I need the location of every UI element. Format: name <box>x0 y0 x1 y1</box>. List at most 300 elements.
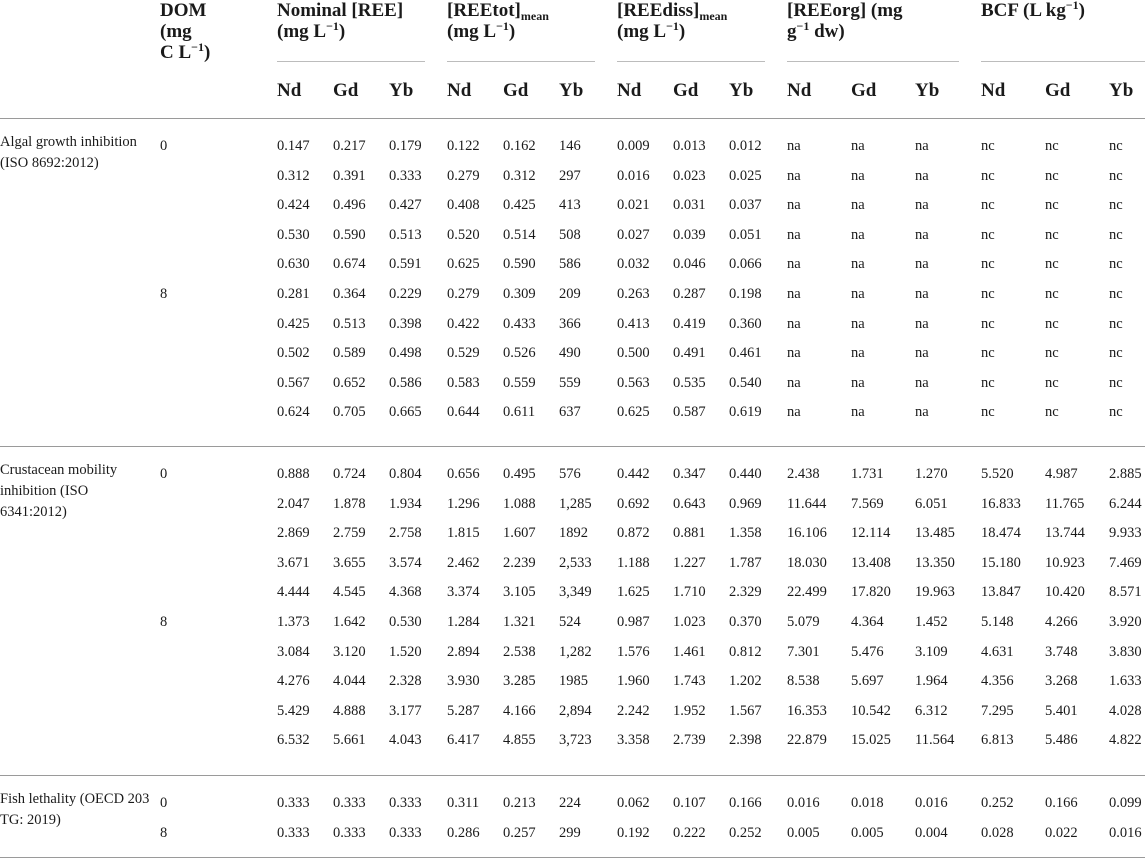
table-cell: 2,894 <box>559 702 592 719</box>
table-cell: na <box>915 167 929 184</box>
table-cell: 2.329 <box>729 584 762 601</box>
nominal-ree-underline <box>277 61 425 62</box>
table-cell: 0.526 <box>503 345 536 362</box>
table-cell: 12.114 <box>851 525 891 542</box>
table-cell: 15.025 <box>851 732 891 749</box>
table-cell: 1,285 <box>559 495 592 512</box>
table-cell: 0.540 <box>729 374 762 391</box>
table-cell: 13.744 <box>1045 525 1085 542</box>
table-cell: na <box>851 286 865 302</box>
table-cell: 0.025 <box>729 167 762 184</box>
table-cell: na <box>851 256 865 273</box>
table-cell: 0.062 <box>617 795 650 811</box>
table-cell: 0.495 <box>503 466 536 482</box>
table-cell: 2.739 <box>673 732 706 749</box>
element-header-gd: Gd <box>673 80 699 101</box>
table-cell: 1.373 <box>277 614 310 630</box>
dom-header-line2: (mg <box>160 21 192 42</box>
dom-value: 0 <box>160 795 168 811</box>
dom-value: 0 <box>160 138 168 154</box>
table-cell: nc <box>1045 374 1059 391</box>
table-cell: 0.625 <box>617 404 650 421</box>
table-cell: na <box>851 138 865 154</box>
dom-value: 0 <box>160 466 168 482</box>
table-cell: na <box>915 256 929 273</box>
table-cell: 3.671 <box>277 554 310 571</box>
section-label: Crustacean mobility inhibition (ISO 6341:2012) <box>0 462 118 520</box>
table-cell: na <box>851 404 865 421</box>
table-cell: na <box>787 138 801 154</box>
table-cell: 3.574 <box>389 554 422 571</box>
element-header-yb: Yb <box>389 80 414 101</box>
table-cell: 10.542 <box>851 702 891 719</box>
table-cell: 0.009 <box>617 138 650 154</box>
table-cell: na <box>851 374 865 391</box>
table-cell: 0.652 <box>333 374 366 391</box>
table-cell: 4.356 <box>981 673 1014 690</box>
reeorg-header: [REEorg] (mg $g^{-1}$ dw) <box>787 0 903 42</box>
table-cell: 0.419 <box>673 315 706 332</box>
table-cell: 1.878 <box>333 495 366 512</box>
table-cell: 1.296 <box>447 495 480 512</box>
table-cell: 0.166 <box>729 795 762 811</box>
table-cell: nc <box>981 256 995 273</box>
table-cell: 0.812 <box>729 643 762 660</box>
table-cell: 0.643 <box>673 495 706 512</box>
table-cell: 1.567 <box>729 702 762 719</box>
table-cell: 0.252 <box>981 795 1014 811</box>
table-cell: 2.047 <box>277 495 310 512</box>
table-cell: 1.452 <box>915 614 948 630</box>
table-cell: 7.295 <box>981 702 1014 719</box>
table-cell: 0.391 <box>333 167 366 184</box>
element-header-gd: Gd <box>851 80 877 101</box>
table-cell: 3.268 <box>1045 673 1078 690</box>
table-cell: 0.498 <box>389 345 422 362</box>
element-header-gd: Gd <box>1045 80 1071 101</box>
table-cell: na <box>787 404 801 421</box>
table-cell: 0.162 <box>503 138 536 154</box>
table-cell: 1.625 <box>617 584 650 601</box>
table-cell: 10.923 <box>1045 554 1085 571</box>
element-header-yb: Yb <box>1109 80 1134 101</box>
table-cell: 0.252 <box>729 824 762 841</box>
table-cell: na <box>851 197 865 214</box>
dom-value: 8 <box>160 824 168 841</box>
table-cell: 490 <box>559 345 581 362</box>
table-cell: 0.804 <box>389 466 422 482</box>
table-cell: 1.461 <box>673 643 706 660</box>
reediss-underline <box>617 61 765 62</box>
table-cell: 0.513 <box>333 315 366 332</box>
table-cell: na <box>851 167 865 184</box>
table-cell: na <box>787 256 801 273</box>
table-cell: 0.028 <box>981 824 1014 841</box>
section-rule-1 <box>0 446 1145 447</box>
table-cell: 0.424 <box>277 197 310 214</box>
bottom-rule <box>0 857 1145 858</box>
table-cell: nc <box>981 345 995 362</box>
table-cell: nc <box>1045 345 1059 362</box>
table-cell: 10.420 <box>1045 584 1085 601</box>
table-cell: 2.438 <box>787 466 820 482</box>
table-cell: nc <box>1109 197 1123 214</box>
table-cell: 6.417 <box>447 732 480 749</box>
table-cell: 2,533 <box>559 554 592 571</box>
table-cell: na <box>915 345 929 362</box>
table-cell: 0.333 <box>277 824 310 841</box>
table-cell: 0.039 <box>673 226 706 243</box>
table-cell: 586 <box>559 256 581 273</box>
element-header-nd: Nd <box>787 80 812 101</box>
table-cell: 0.016 <box>787 795 820 811</box>
table-cell: 0.644 <box>447 404 480 421</box>
table-cell: 1.270 <box>915 466 948 482</box>
table-cell: 1.088 <box>503 495 536 512</box>
table-cell: 0.872 <box>617 525 650 542</box>
table-cell: 2.328 <box>389 673 422 690</box>
table-cell: 11.644 <box>787 495 827 512</box>
table-cell: 5.476 <box>851 643 884 660</box>
element-header-gd: Gd <box>503 80 529 101</box>
table-cell: 4.855 <box>503 732 536 749</box>
table-cell: 0.279 <box>447 286 480 302</box>
table-cell: 0.559 <box>503 374 536 391</box>
table-cell: 0.287 <box>673 286 706 302</box>
table-cell: na <box>915 197 929 214</box>
table-cell: 2.538 <box>503 643 536 660</box>
table-cell: 3.374 <box>447 584 480 601</box>
table-cell: 1.952 <box>673 702 706 719</box>
table-cell: 0.433 <box>503 315 536 332</box>
table-cell: 4.266 <box>1045 614 1078 630</box>
table-cell: 11.564 <box>915 732 955 749</box>
table-cell: 22.879 <box>787 732 827 749</box>
table-cell: 0.987 <box>617 614 650 630</box>
table-cell: 13.350 <box>915 554 955 571</box>
table-cell: 17.820 <box>851 584 891 601</box>
table-cell: 1.576 <box>617 643 650 660</box>
table-cell: 0.665 <box>389 404 422 421</box>
table-cell: 508 <box>559 226 581 243</box>
table-cell: 3.830 <box>1109 643 1142 660</box>
table-cell: nc <box>1045 404 1059 421</box>
table-cell: 0.229 <box>389 286 422 302</box>
table-cell: na <box>787 315 801 332</box>
element-header-nd: Nd <box>617 80 642 101</box>
table-cell: 5.148 <box>981 614 1014 630</box>
table-cell: 0.630 <box>277 256 310 273</box>
table-cell: 0.032 <box>617 256 650 273</box>
table-cell: 209 <box>559 286 581 302</box>
table-cell: 576 <box>559 466 581 482</box>
table-cell: 0.461 <box>729 345 762 362</box>
table-cell: 18.030 <box>787 554 827 571</box>
table-cell: na <box>915 404 929 421</box>
table-cell: 0.425 <box>277 315 310 332</box>
table-cell: 13.408 <box>851 554 891 571</box>
table-cell: 0.427 <box>389 197 422 214</box>
table-cell: 0.500 <box>617 345 650 362</box>
table-cell: 3,723 <box>559 732 592 749</box>
table-cell: 0.535 <box>673 374 706 391</box>
table-cell: 0.333 <box>389 167 422 184</box>
table-cell: 8.571 <box>1109 584 1142 601</box>
table-cell: nc <box>1109 404 1123 421</box>
table-cell: 0.625 <box>447 256 480 273</box>
table-cell: 0.496 <box>333 197 366 214</box>
table-cell: 1,282 <box>559 643 592 660</box>
table-cell: 0.530 <box>277 226 310 243</box>
section-rule-2 <box>0 775 1145 776</box>
table-cell: na <box>851 315 865 332</box>
table-cell: na <box>787 374 801 391</box>
table-cell: 0.046 <box>673 256 706 273</box>
table-cell: 0.530 <box>389 614 422 630</box>
table-cell: 5.661 <box>333 732 366 749</box>
table-cell: 1.633 <box>1109 673 1142 690</box>
table-cell: 3,349 <box>559 584 592 601</box>
table-cell: 3.285 <box>503 673 536 690</box>
table-cell: 0.027 <box>617 226 650 243</box>
table-cell: 0.311 <box>447 795 480 811</box>
table-cell: na <box>787 197 801 214</box>
table-cell: 0.724 <box>333 466 366 482</box>
table-cell: 3.084 <box>277 643 310 660</box>
table-cell: nc <box>981 404 995 421</box>
table-cell: 0.012 <box>729 138 762 154</box>
table-cell: 0.425 <box>503 197 536 214</box>
table-cell: nc <box>1045 138 1059 154</box>
table-cell: 7.569 <box>851 495 884 512</box>
table-cell: 1.787 <box>729 554 762 571</box>
table-cell: 0.589 <box>333 345 366 362</box>
table-cell: 0.619 <box>729 404 762 421</box>
table-cell: 8.538 <box>787 673 820 690</box>
table-cell: 0.442 <box>617 466 650 482</box>
table-cell: 4.545 <box>333 584 366 601</box>
table-cell: 0.222 <box>673 824 706 841</box>
table-cell: 7.469 <box>1109 554 1142 571</box>
table-cell: 0.166 <box>1045 795 1078 811</box>
table-cell: 5.520 <box>981 466 1014 482</box>
table-cell: 3.748 <box>1045 643 1078 660</box>
table-cell: 1.227 <box>673 554 706 571</box>
table-cell: 0.413 <box>617 315 650 332</box>
table-cell: 1.202 <box>729 673 762 690</box>
table-cell: 0.333 <box>333 795 366 811</box>
table-cell: nc <box>1109 345 1123 362</box>
table-cell: 4.368 <box>389 584 422 601</box>
table-cell: nc <box>981 138 995 154</box>
table-cell: 22.499 <box>787 584 827 601</box>
table-cell: 0.611 <box>503 404 536 421</box>
table-cell: 1.743 <box>673 673 706 690</box>
table-cell: 0.066 <box>729 256 762 273</box>
table-cell: 2.759 <box>333 525 366 542</box>
table-cell: 3.105 <box>503 584 536 601</box>
table-cell: 0.198 <box>729 286 762 302</box>
table-cell: 11.765 <box>1045 495 1085 512</box>
table-cell: 1.358 <box>729 525 762 542</box>
table-cell: 2.462 <box>447 554 480 571</box>
table-cell: 1.321 <box>503 614 536 630</box>
table-cell: 1.731 <box>851 466 884 482</box>
table-cell: 18.474 <box>981 525 1021 542</box>
table-cell: 5.401 <box>1045 702 1078 719</box>
table-cell: 2.894 <box>447 643 480 660</box>
table-cell: 0.022 <box>1045 824 1078 841</box>
table-cell: 0.004 <box>915 824 948 841</box>
table-cell: 0.502 <box>277 345 310 362</box>
table-cell: 16.353 <box>787 702 827 719</box>
table-cell: 19.963 <box>915 584 955 601</box>
table-cell: na <box>915 315 929 332</box>
table-cell: 0.333 <box>389 824 422 841</box>
table-cell: 0.563 <box>617 374 650 391</box>
table-cell: 4.888 <box>333 702 366 719</box>
table-cell: 0.016 <box>1109 824 1142 841</box>
reetot-mean-header: $[REEtot]_{mean}$ (mg $L^{-1}$) <box>447 0 549 42</box>
dom-header <box>160 0 210 63</box>
table-cell: 0.520 <box>447 226 480 243</box>
table-cell: na <box>787 226 801 243</box>
table-cell: 3.920 <box>1109 614 1142 630</box>
table-cell: 0.016 <box>915 795 948 811</box>
table-cell: 3.109 <box>915 643 948 660</box>
table-cell: 0.005 <box>851 824 884 841</box>
table-cell: na <box>851 345 865 362</box>
table-cell: 4.166 <box>503 702 536 719</box>
table-cell: 1985 <box>559 673 588 690</box>
table-cell: 0.122 <box>447 138 480 154</box>
table-cell: 1.023 <box>673 614 706 630</box>
table-cell: 0.281 <box>277 286 310 302</box>
dom-header-line1: DOM <box>160 0 207 21</box>
table-cell: 297 <box>559 167 581 184</box>
table-cell: 413 <box>559 197 581 214</box>
table-cell: 559 <box>559 374 581 391</box>
table-cell: 1.710 <box>673 584 706 601</box>
table-cell: 4.276 <box>277 673 310 690</box>
table-cell: 0.583 <box>447 374 480 391</box>
nominal-ree-header: Nominal [REE] (mg $L^{-1}$) <box>277 0 404 42</box>
table-cell: 0.021 <box>617 197 650 214</box>
table-cell: 0.705 <box>333 404 366 421</box>
table-cell: 0.881 <box>673 525 706 542</box>
table-cell: 0.107 <box>673 795 706 811</box>
table-cell: 5.486 <box>1045 732 1078 749</box>
table-cell: 2.869 <box>277 525 310 542</box>
table-cell: 16.106 <box>787 525 827 542</box>
element-header-nd: Nd <box>277 80 302 101</box>
reediss-mean-header: $[REEdiss]_{mean}$ (mg $L^{-1}$) <box>617 0 728 42</box>
table-cell: 524 <box>559 614 581 630</box>
table-cell: 1.960 <box>617 673 650 690</box>
table-cell: 1.284 <box>447 614 480 630</box>
dom-value: 8 <box>160 614 168 630</box>
table-cell: 1.607 <box>503 525 536 542</box>
reeorg-underline <box>787 61 959 62</box>
table-cell: 6.312 <box>915 702 948 719</box>
table-cell: 0.192 <box>617 824 650 841</box>
table-cell: 0.333 <box>389 795 422 811</box>
table-cell: 0.674 <box>333 256 366 273</box>
table-cell: nc <box>1045 197 1059 214</box>
element-header-yb: Yb <box>915 80 940 101</box>
table-cell: 0.624 <box>277 404 310 421</box>
table-cell: na <box>787 167 801 184</box>
table-cell: 2.398 <box>729 732 762 749</box>
table-cell: 7.301 <box>787 643 820 660</box>
table-cell: 0.099 <box>1109 795 1142 811</box>
table-cell: nc <box>981 197 995 214</box>
table-cell: 0.590 <box>503 256 536 273</box>
table-cell: 0.263 <box>617 286 650 302</box>
table-cell: 4.028 <box>1109 702 1142 719</box>
table-cell: 0.333 <box>277 795 310 811</box>
table-cell: 0.360 <box>729 315 762 332</box>
table-cell: 1.642 <box>333 614 366 630</box>
table-cell: 4.631 <box>981 643 1014 660</box>
table-cell: 16.833 <box>981 495 1021 512</box>
table-cell: na <box>787 286 801 302</box>
table-cell: 3.120 <box>333 643 366 660</box>
table-cell: 5.079 <box>787 614 820 630</box>
table-cell: nc <box>1109 138 1123 154</box>
table-cell: 0.440 <box>729 466 762 482</box>
table-cell: 0.969 <box>729 495 762 512</box>
table-cell: 224 <box>559 795 581 811</box>
table-cell: na <box>915 286 929 302</box>
table-cell: 0.347 <box>673 466 706 482</box>
table-cell: nc <box>981 167 995 184</box>
table-cell: 0.257 <box>503 824 536 841</box>
table-cell: 15.180 <box>981 554 1021 571</box>
table-cell: 0.491 <box>673 345 706 362</box>
table-cell: nc <box>1045 286 1059 302</box>
dom-header-line3: C $L^{-1}$) <box>160 40 211 63</box>
table-cell: 1.964 <box>915 673 948 690</box>
table-cell: 0.333 <box>333 824 366 841</box>
table-cell: na <box>915 226 929 243</box>
table-cell: 1.815 <box>447 525 480 542</box>
element-header-yb: Yb <box>729 80 754 101</box>
table-cell: 4.043 <box>389 732 422 749</box>
table-cell: 0.513 <box>389 226 422 243</box>
bcf-underline <box>981 61 1145 62</box>
table-cell: nc <box>981 315 995 332</box>
table-cell: 5.429 <box>277 702 310 719</box>
table-cell: 4.822 <box>1109 732 1142 749</box>
table-cell: 2.242 <box>617 702 650 719</box>
table-cell: 5.287 <box>447 702 480 719</box>
table-cell: 6.813 <box>981 732 1014 749</box>
table-cell: 0.147 <box>277 138 310 154</box>
table-cell: nc <box>1109 315 1123 332</box>
dom-value: 8 <box>160 286 168 302</box>
table-cell: na <box>851 226 865 243</box>
element-header-nd: Nd <box>981 80 1006 101</box>
table-cell: 0.364 <box>333 286 366 302</box>
table-cell: 1.188 <box>617 554 650 571</box>
table-cell: 0.013 <box>673 138 706 154</box>
table-cell: 366 <box>559 315 581 332</box>
table-cell: 0.023 <box>673 167 706 184</box>
table-cell: 0.286 <box>447 824 480 841</box>
table-cell: nc <box>1109 167 1123 184</box>
table-cell: 4.444 <box>277 584 310 601</box>
